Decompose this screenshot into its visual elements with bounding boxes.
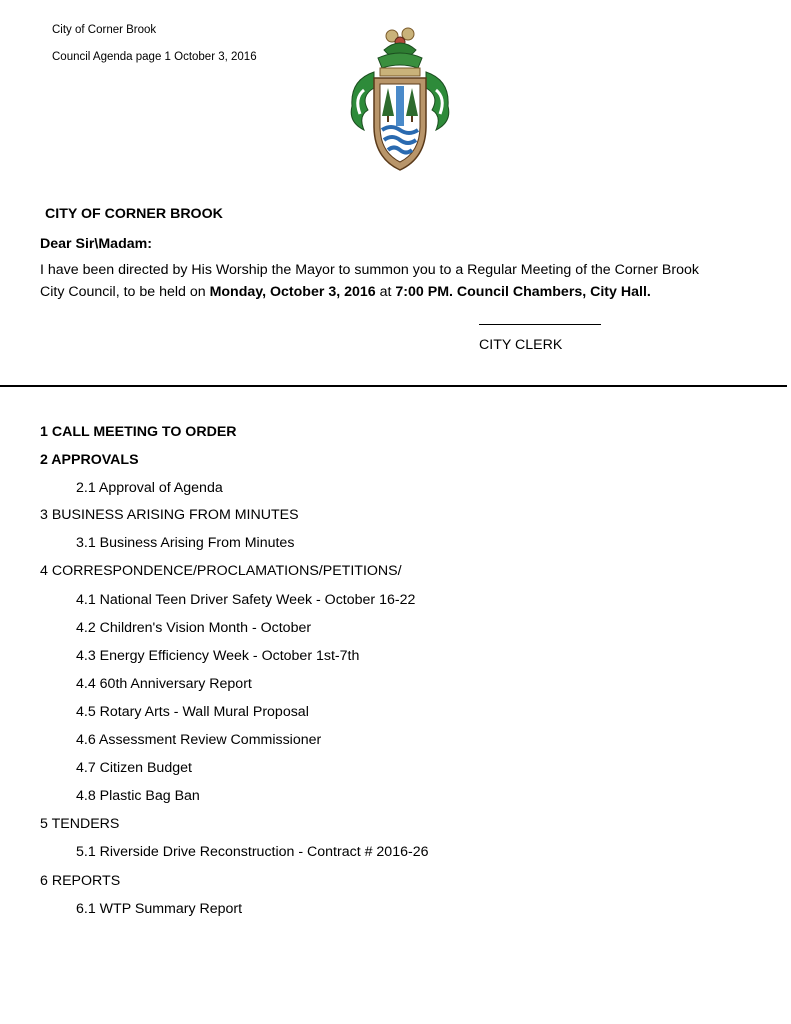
signature-line [479,324,601,325]
agenda-item: 2.1 Approval of Agenda [76,480,223,496]
agenda-item: 4.4 60th Anniversary Report [76,676,252,692]
header-org-name: City of Corner Brook [52,24,157,36]
agenda-item: 6 REPORTS [40,873,121,889]
summons-line-2 [40,284,651,300]
salutation: Dear Sir\Madam: [40,236,152,252]
coat-of-arms-icon [344,26,456,174]
agenda-item: 4.7 Citizen Budget [76,760,192,776]
horizontal-divider [0,385,787,387]
city-clerk-label: CITY CLERK [479,337,563,353]
city-title: CITY OF CORNER BROOK [45,206,223,222]
agenda-item: 4.2 Children's Vision Month - October [76,620,312,636]
summons-text: City Council, to be held on [40,284,210,300]
meeting-time-location: 7:00 PM. Council Chambers, City Hall. [395,284,651,300]
agenda-item: 4.1 National Teen Driver Safety Week - October 16-22 [76,592,416,608]
summons-line-1: I have been directed by His Worship the Mayor to summon you to a Regular Meeting of the Corner Brook [40,262,699,278]
summons-text-at: at [375,284,396,300]
agenda-item: 5 TENDERS [40,816,120,832]
meeting-date: Monday, October 3, 2016 [209,284,376,300]
agenda-item: 4.5 Rotary Arts - Wall Mural Proposal [76,704,309,720]
agenda-item: 5.1 Riverside Drive Reconstruction - Contract # 2016-26 [76,844,429,860]
agenda-item: 4.8 Plastic Bag Ban [76,788,200,804]
agenda-item: 1 CALL MEETING TO ORDER [40,424,237,440]
agenda-item: 3.1 Business Arising From Minutes [76,535,295,551]
agenda-item: 4.6 Assessment Review Commissioner [76,732,322,748]
agenda-item: 3 BUSINESS ARISING FROM MINUTES [40,507,299,523]
header-agenda-line: Council Agenda page 1 October 3, 2016 [52,51,257,63]
agenda-item: 4 CORRESPONDENCE/PROCLAMATIONS/PETITIONS/ [40,563,402,579]
agenda-item: 2 APPROVALS [40,452,139,468]
agenda-item: 4.3 Energy Efficiency Week - October 1st-7th [76,648,360,664]
agenda-item: 6.1 WTP Summary Report [76,901,243,917]
